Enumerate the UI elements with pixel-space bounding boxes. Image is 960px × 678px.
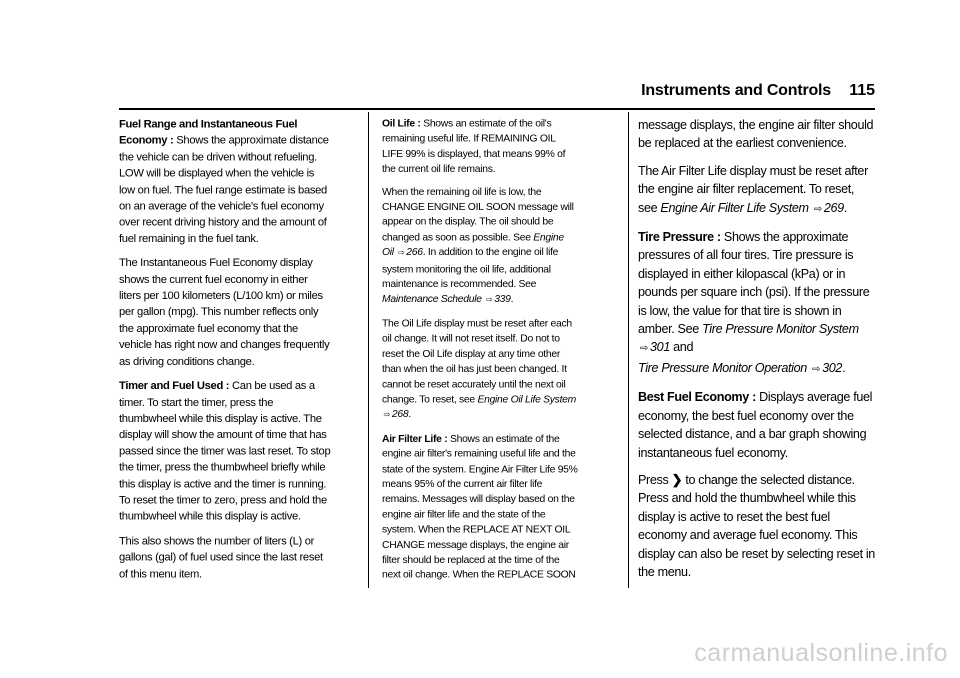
air-filter-text: Shows an estimate of the engine air filter's remaining useful life and the state of the system. Engine Air Filter Life 95% means 95% of the current air filter life remains. Messages will display based on the engine air filter life and the state of the system. When the REPLACE AT NEXT OIL CHANGE message displays, the engine air filter should be replaced at the time of the next oil change. When the REPLACE SOON [382, 432, 578, 581]
oil-reset-paragraph: The Oil Life display must be reset after each oil change. It will not reset itself. Do not to reset the Oil Life display at any time other than when the oil has just been changed. It cannot be reset accurately until the next oil change. To reset, see Engine Oil Life System ⇨ 268. [382, 317, 576, 420]
best-fuel-paragraph [638, 388, 876, 462]
page-ref-icon: ⇨ [398, 248, 405, 258]
timer-heading: Timer and Fuel Used : [119, 379, 230, 392]
timer-paragraph [119, 377, 331, 524]
oil-life-paragraph [382, 116, 578, 177]
air-filter-reset-text: The Air Filter Life display must be reset after the engine air filter replacement. To reset, see [638, 163, 868, 215]
best-fuel-text: Displays average fuel economy, the best fuel economy over the selected distance, and a bar graph showing instantaneous fuel economy. [638, 390, 873, 460]
header-rule [119, 108, 875, 110]
column-2 [382, 116, 578, 590]
fuel-used-paragraph: This also shows the number of liters (L) or gallons (gal) of fuel used since the last reset of this menu item. [119, 534, 323, 580]
oil-monitor-text: . In addition to the engine oil life system monitoring the oil life, additional maintenance is recommended. See [382, 246, 559, 290]
page-header [620, 82, 875, 104]
column-3 [638, 116, 876, 590]
column-divider-1 [368, 112, 369, 588]
oil-reset-text: The Oil Life display must be reset after each oil change. It will not reset itself. Do not to reset the Oil Life display at any time other than when the oil has just been changed. It cannot be reset accurately until the next oil change. To reset, see [382, 317, 572, 405]
tire-operation-page[interactable]: 302 [822, 360, 843, 375]
chevron-right-icon: ❯ [671, 471, 683, 487]
column-1 [119, 116, 331, 590]
maintenance-link[interactable]: Maintenance Schedule [382, 293, 482, 305]
page-ref-icon: ⇨ [812, 363, 821, 375]
tire-pressure-text: Shows the approximate pressures of all four tires. Tire pressure is displayed in either kilopascal (kPa) or in pounds per square inch (psi). If the pressure is low, the value for that tire is shown in amber. See [638, 230, 870, 337]
watermark: carmanualsonline.info [694, 639, 948, 667]
tire-operation-link[interactable]: Tire Pressure Monitor Operation [638, 360, 807, 375]
best-fuel-heading: Best Fuel Economy : [638, 390, 756, 405]
fuel-range-paragraph [119, 116, 331, 247]
column-divider-2 [628, 112, 629, 588]
engine-oil-life-link[interactable]: Engine Oil Life System [477, 393, 576, 405]
air-filter-paragraph [382, 431, 578, 582]
oil-low-paragraph: When the remaining oil life is low, the CHANGE ENGINE OIL SOON message will appear on the display. The oil should be changed as soon as possible. See Engine Oil ⇨ 266. In addition to the engine oil life system monitoring the oil life, additional maintenance is recommended. See Maintenance Schedule ⇨ 339. [382, 185, 574, 305]
air-filter-reset-paragraph: The Air Filter Life display must be reset after the engine air filter replacement. To reset, see Engine Air Filter Life System ⇨ 269. [638, 163, 868, 215]
tire-pressure-paragraph: Tire Pressure : Shows the approximate pressures of all four tires. Tire pressure is displayed in either kilopascal (kPa) or in pounds per square inch (psi). If the pressure is low, the value for that tire is shown in amber. See Tire Pressure Monitor System ⇨ 301 and Tire Pressure Monitor Operation ⇨ 302. [638, 230, 870, 375]
press-text: to change the selected distance. Press and hold the thumbwheel while this display is active to reset the best fuel economy and average fuel economy. This display can also be reset by selecting reset in the menu. [638, 472, 875, 579]
tire-monitor-page[interactable]: 301 [650, 340, 670, 355]
page-number: 115 [849, 82, 875, 99]
air-filter-link[interactable]: Engine Air Filter Life System [660, 200, 809, 215]
and-word: and [673, 340, 694, 355]
instant-fuel-paragraph: The Instantaneous Fuel Economy display shows the current fuel economy in either liters per 100 kilometers (L/100 km) or miles per gallon (mpg). This number reflects only the approximate fuel economy that the vehicle has right now and changes frequently as driving conditions change. [119, 256, 330, 368]
tire-pressure-heading: Tire Pressure : [638, 230, 721, 245]
page-ref-icon: ⇨ [485, 295, 493, 305]
engine-oil-link[interactable]: Engine Oil [382, 231, 564, 258]
engine-oil-life-page[interactable]: 268 [391, 408, 409, 420]
maintenance-page[interactable]: 339 [494, 293, 511, 305]
fuel-range-heading: Fuel Range and Instantaneous Fuel Economy : [119, 117, 298, 147]
oil-low-text: When the remaining oil life is low, the CHANGE ENGINE OIL SOON message will appear on the display. The oil should be changed as soon as possible. See [382, 185, 574, 243]
fuel-range-text: Shows the approximate distance the vehicle can be driven without refueling. LOW will be displayed when the vehicle is low on fuel. The fuel range estimate is based on an average of the vehicle's fuel economy over recent driving history and the amount of fuel remaining in the fuel tank. [119, 134, 329, 245]
section-title: Instruments and Controls [641, 82, 831, 99]
press-word: Press [638, 472, 669, 487]
timer-text: Can be used as a timer. To start the timer, press the thumbwheel while this display is active. The display will show the amount of time that has passed since the timer was last reset. To stop the timer, press the thumbwheel briefly while this display is active and the timer is running. To reset the timer to zero, press and hold the thumbwheel while this display is active. [119, 379, 331, 523]
air-filter-heading: Air Filter Life : [382, 432, 448, 445]
oil-life-heading: Oil Life : [382, 117, 421, 130]
page-ref-icon: ⇨ [383, 410, 391, 420]
page-ref-icon: ⇨ [813, 203, 822, 215]
engine-oil-page[interactable]: 266 [406, 246, 423, 258]
page-ref-icon: ⇨ [640, 343, 649, 355]
air-filter-page[interactable]: 269 [823, 200, 844, 215]
air-filter-cont-paragraph: message displays, the engine air filter should be replaced at the earliest convenience. [638, 118, 874, 151]
oil-life-text: Shows an estimate of the oil's remaining useful life. If REMAINING OIL LIFE 99% is displayed, that means 99% of the current oil life remains. [382, 117, 566, 175]
tire-monitor-link[interactable]: Tire Pressure Monitor System [702, 322, 859, 337]
press-paragraph [638, 471, 876, 581]
